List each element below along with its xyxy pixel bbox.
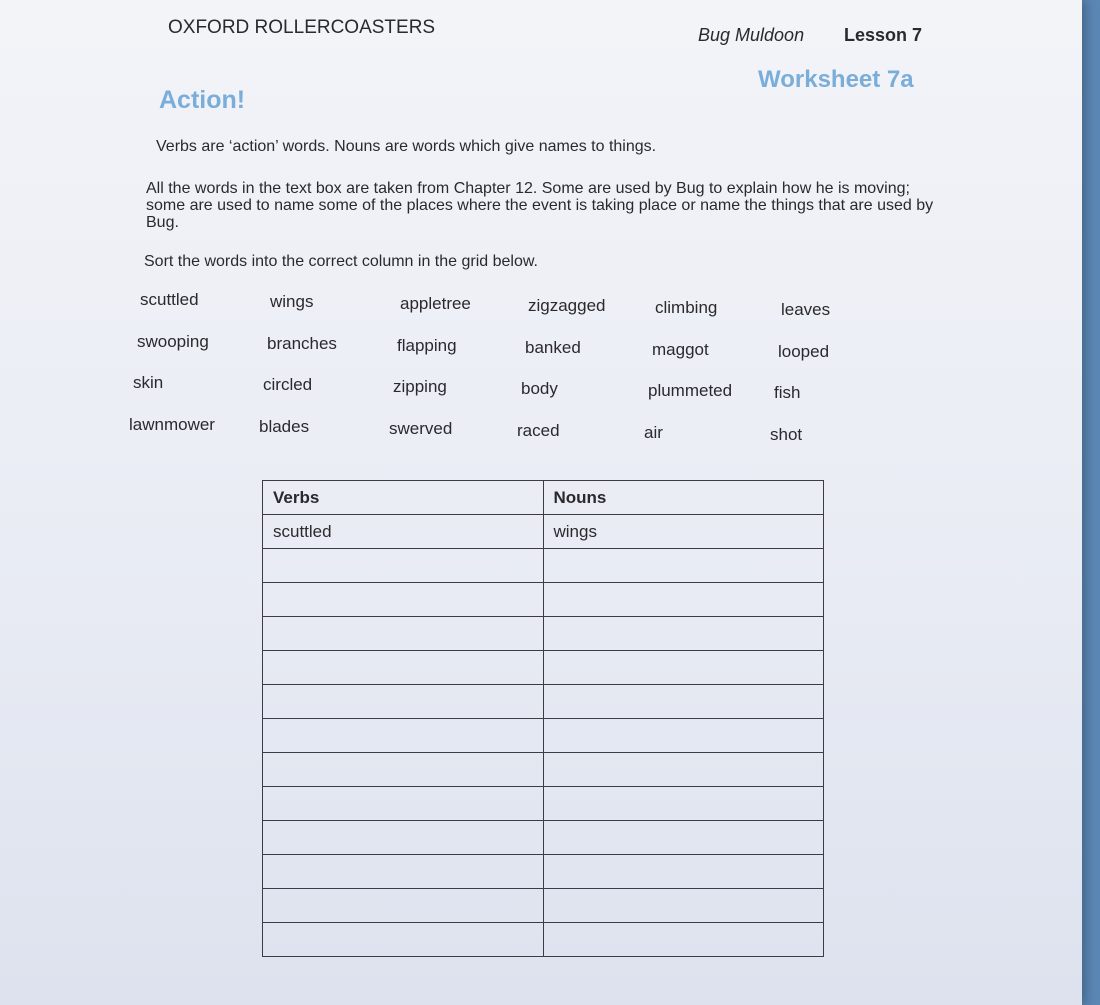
- table-row: [263, 719, 824, 753]
- word-box-item: leaves: [781, 300, 831, 319]
- table-row: [263, 685, 824, 719]
- word-box-item: plummeted: [648, 381, 733, 400]
- word-box-item: banked: [525, 338, 581, 357]
- verb-cell: [263, 617, 544, 651]
- table-row: [263, 583, 824, 617]
- word-box-item: body: [521, 379, 558, 398]
- word-box-item: circled: [263, 375, 313, 394]
- word-box-item: wings: [270, 292, 314, 311]
- word-box-item: climbing: [655, 298, 718, 317]
- verb-cell: scuttled: [263, 515, 544, 549]
- word-box-item: swerved: [389, 419, 453, 438]
- word-box-item: skin: [133, 373, 164, 392]
- word-box-item: zigzagged: [528, 296, 606, 315]
- word-box-item: shot: [770, 425, 803, 444]
- table-row: [263, 549, 824, 583]
- word-box-item: swooping: [137, 332, 209, 351]
- table-row: [263, 787, 824, 821]
- noun-cell: [543, 651, 824, 685]
- table-row: [263, 821, 824, 855]
- word-box-item: raced: [517, 421, 560, 440]
- word-box-item: zipping: [393, 377, 447, 396]
- worksheet-label: Worksheet 7a: [758, 66, 914, 93]
- table-row: [263, 515, 824, 549]
- noun-cell: [543, 889, 824, 923]
- table-row: [263, 855, 824, 889]
- noun-cell: [543, 583, 824, 617]
- verbs-column-header: Verbs: [263, 481, 544, 515]
- word-box-item: air: [644, 423, 663, 442]
- verb-cell: [263, 787, 544, 821]
- word-box-item: appletree: [400, 294, 471, 313]
- grid-header-row: [263, 481, 824, 515]
- word-box-item: blades: [259, 417, 310, 436]
- table-row: [263, 753, 824, 787]
- verb-cell: [263, 923, 544, 957]
- noun-cell: [543, 685, 824, 719]
- nouns-column-header: Nouns: [543, 481, 824, 515]
- table-row: [263, 889, 824, 923]
- noun-cell: [543, 753, 824, 787]
- table-row: [263, 923, 824, 957]
- verb-cell: [263, 549, 544, 583]
- verb-cell: [263, 583, 544, 617]
- verb-cell: [263, 889, 544, 923]
- series-title: OXFORD ROLLERCOASTERS: [168, 17, 436, 38]
- word-box-item: scuttled: [140, 290, 199, 309]
- noun-cell: [543, 719, 824, 753]
- noun-cell: [543, 855, 824, 889]
- noun-cell: [543, 821, 824, 855]
- word-box-item: fish: [774, 383, 801, 402]
- noun-cell: [543, 923, 824, 957]
- book-title: Bug Muldoon: [698, 25, 805, 45]
- verb-cell: [263, 719, 544, 753]
- word-box-item: flapping: [397, 336, 457, 355]
- table-row: [263, 651, 824, 685]
- noun-cell: wings: [543, 515, 824, 549]
- verb-cell: [263, 753, 544, 787]
- word-box-item: looped: [778, 342, 830, 361]
- instruction-definition: Verbs are ‘action’ words. Nouns are words which give names to things.: [156, 138, 657, 155]
- noun-cell: [543, 549, 824, 583]
- verb-cell: [263, 855, 544, 889]
- word-box-item: maggot: [652, 340, 709, 359]
- table-row: [263, 617, 824, 651]
- page-title: Action!: [159, 86, 246, 114]
- word-box-item: lawnmower: [129, 415, 215, 434]
- instruction-task: Sort the words into the correct column in the grid below.: [144, 253, 538, 270]
- sorting-grid: [262, 480, 824, 957]
- noun-cell: [543, 787, 824, 821]
- lesson-label: Lesson 7: [844, 25, 923, 45]
- verb-cell: [263, 651, 544, 685]
- instruction-context: All the words in the text box are taken from Chapter 12. Some are used by Bug to explain how he is moving; some are used to name some of the places where the event is taking place or name the things that are used by Bug.: [146, 180, 934, 231]
- verb-cell: [263, 685, 544, 719]
- word-box-item: branches: [267, 334, 337, 353]
- verb-cell: [263, 821, 544, 855]
- noun-cell: [543, 617, 824, 651]
